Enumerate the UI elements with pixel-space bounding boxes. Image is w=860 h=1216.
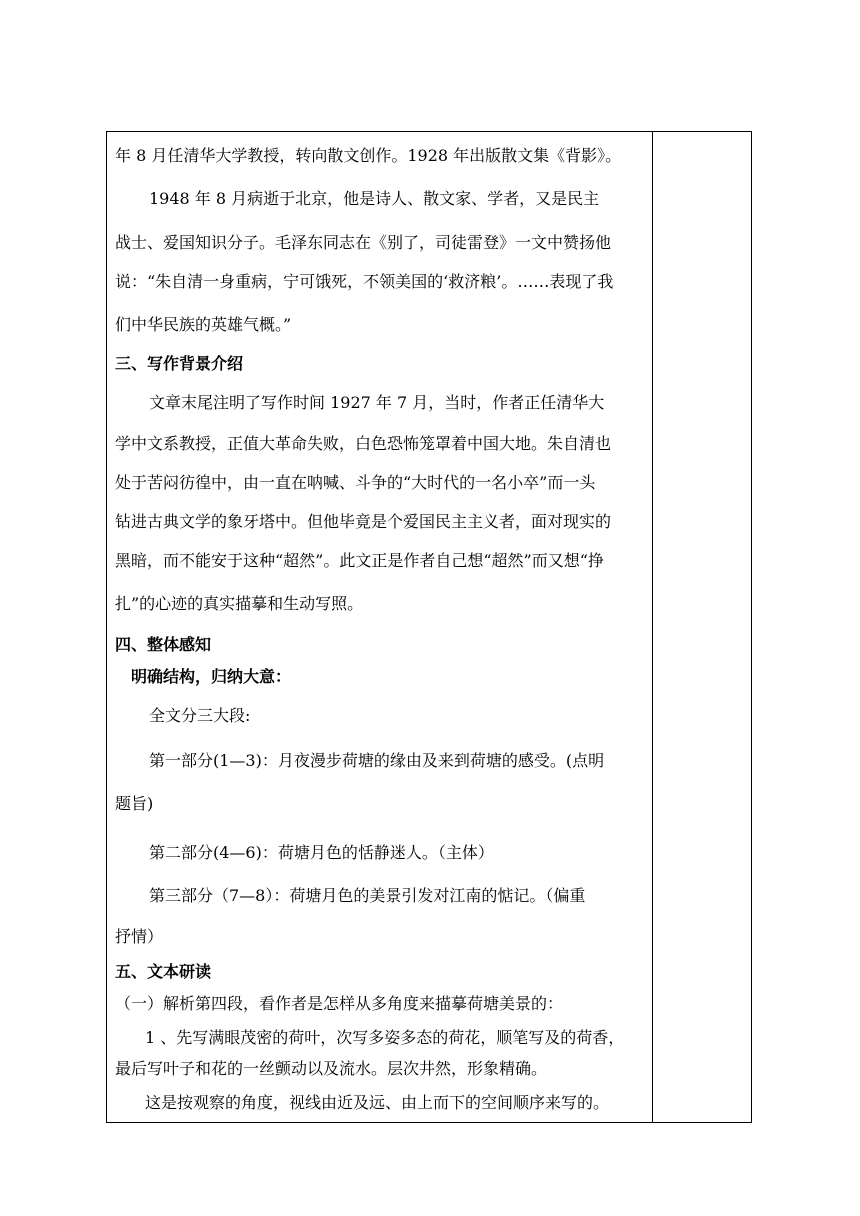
document-table <box>106 131 752 1123</box>
text-line: 处于苦闷彷徨中，由一直在呐喊、斗争的“大时代的一名小卒”而一头 <box>115 473 596 492</box>
section-heading: 四、整体感知 <box>115 635 212 654</box>
text-line: 第三部分（7—8）：荷塘月色的美景引发对江南的惦记。（偏重 <box>149 886 586 905</box>
text-line: 第一部分(1—3)：月夜漫步荷塘的缘由及来到荷塘的感受。(点明 <box>149 751 605 770</box>
text-line: 说：“朱自清一身重病，宁可饿死，不领美国的‘救济粮’。……表现了我 <box>115 272 614 291</box>
text-line: 钻进古典文学的象牙塔中。但他毕竟是个爱国民主主义者，面对现实的 <box>115 512 612 531</box>
text-line: 文章末尾注明了写作时间 1927 年 7 月，当时，作者正任清华大 <box>149 393 605 412</box>
notes-column <box>653 132 751 1122</box>
text-line: 全文分三大段: <box>149 706 251 725</box>
text-line: 1948 年 8 月病逝于北京，他是诗人、散文家、学者，又是民主 <box>149 189 600 208</box>
text-line: 第二部分(4—6)：荷塘月色的恬静迷人。（主体） <box>149 843 494 862</box>
text-line: 黑暗，而不能安于这种“超然”。此文正是作者自己想“超然”而又想“挣 <box>115 551 604 570</box>
text-line: 扎”的心迹的真实描摹和生动写照。 <box>115 594 364 613</box>
text-line: 抒情） <box>115 927 164 946</box>
text-line: （一）解析第四段，看作者是怎样从多角度来描摹荷塘美景的： <box>115 994 564 1013</box>
text-line: 这是按观察的角度，视线由近及远、由上而下的空间顺序来写的。 <box>145 1093 610 1112</box>
section-heading: 五、文本研读 <box>115 962 212 981</box>
text-line: 战士、爱国知识分子。毛泽东同志在《别了，司徒雷登》一文中赞扬他 <box>115 233 612 252</box>
subheading: 明确结构，归纳大意： <box>131 667 292 686</box>
section-heading: 三、写作背景介绍 <box>115 354 244 373</box>
text-line: 们中华民族的英雄气概。” <box>115 315 292 334</box>
text-line: 题旨) <box>115 794 154 813</box>
text-line: 学中文系教授，正值大革命失败，白色恐怖笼罩着中国大地。朱自清也 <box>115 434 612 453</box>
text-line: 1 、先写满眼茂密的荷叶，次写多姿多态的荷花，顺笔写及的荷香， <box>145 1028 625 1047</box>
text-line: 年 8 月任清华大学教授，转向散文创作。1928 年出版散文集《背影》。 <box>115 146 622 165</box>
text-line: 最后写叶子和花的一丝颤动以及流水。层次井然，形象精确。 <box>115 1059 548 1078</box>
